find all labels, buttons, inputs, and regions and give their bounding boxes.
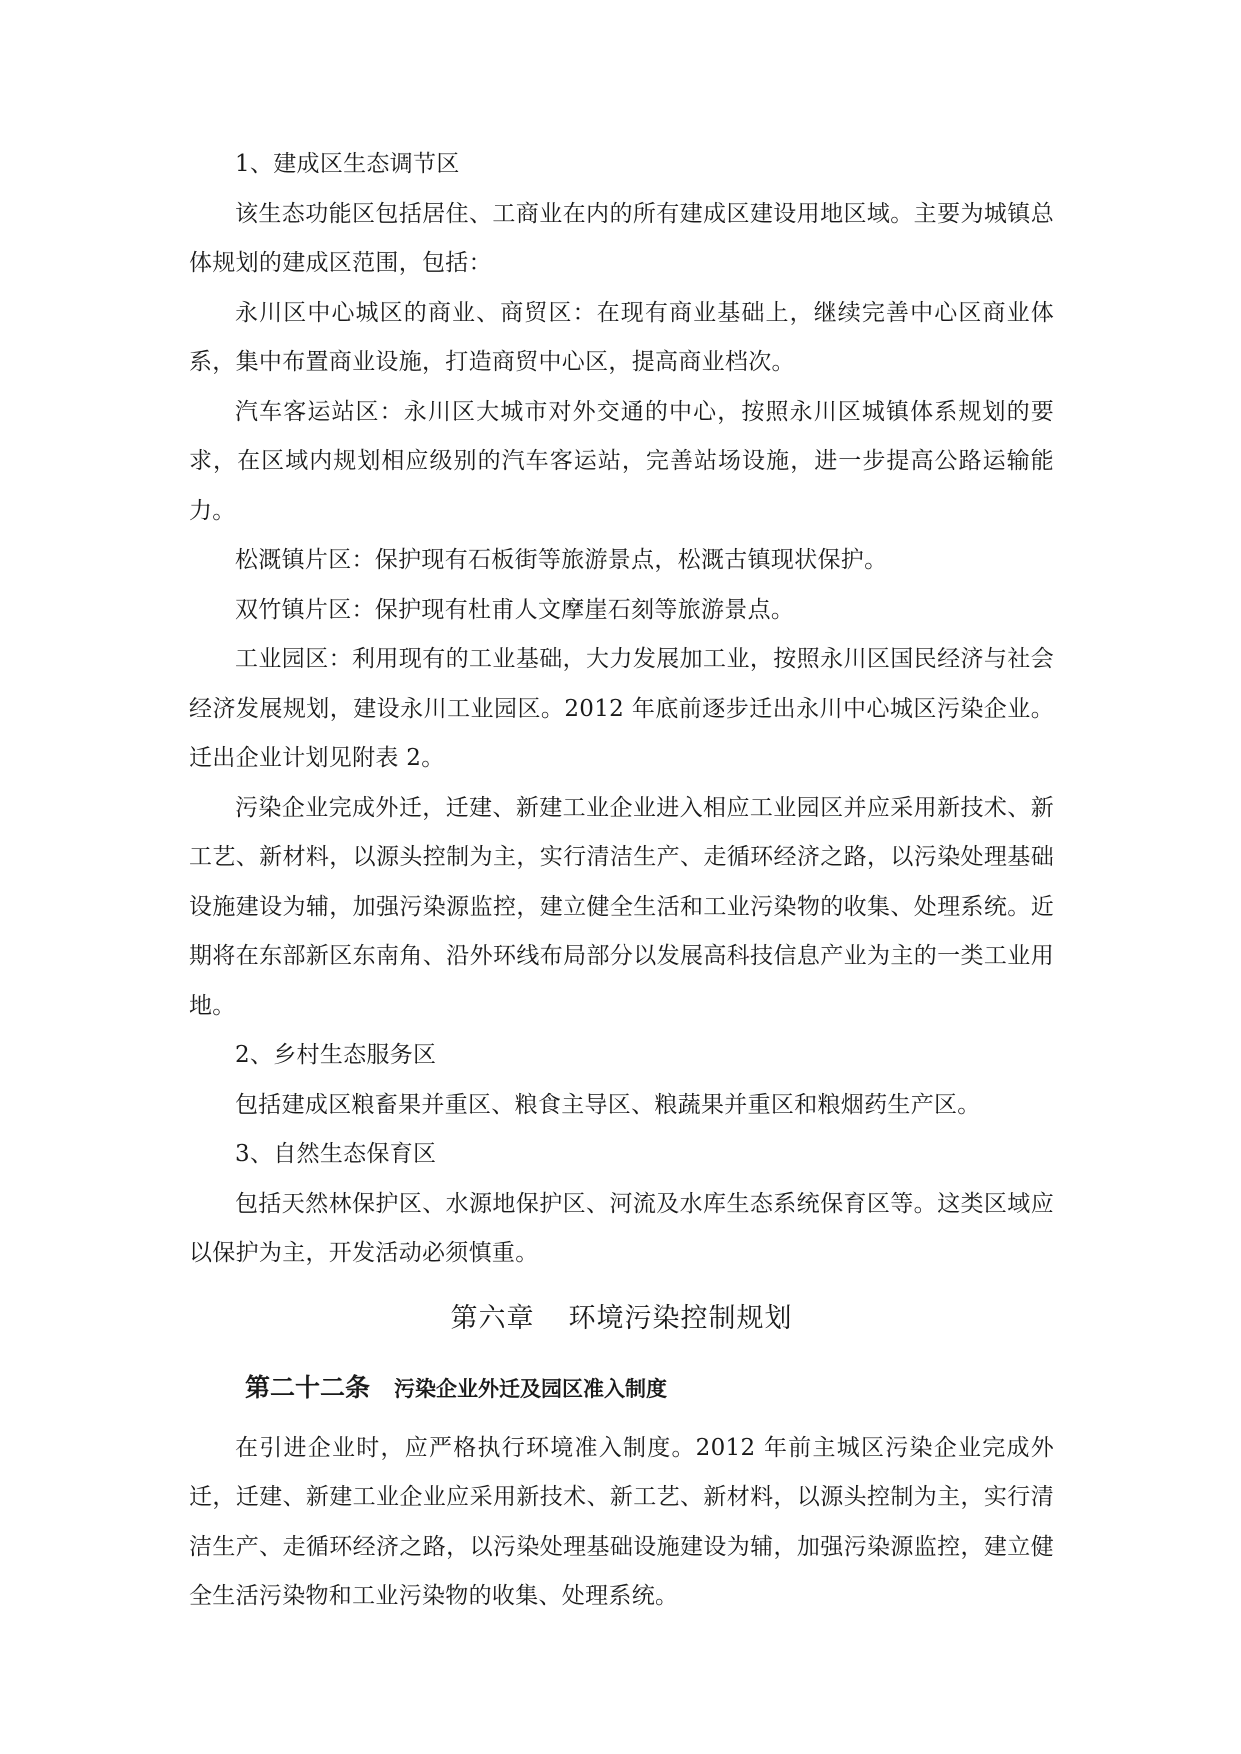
- article-title: 污染企业外迁及园区准入制度: [394, 1376, 668, 1401]
- chapter-heading: [189, 1289, 1054, 1349]
- paragraph: 双竹镇片区：保护现有杜甫人文摩崖石刻等旅游景点。: [235, 596, 795, 623]
- paragraph: 工业园区：利用现有的工业基础，大力发展加工业，按照永川区国民经济与社会经济发展规划，建设永川工业园区。2012 年底前逐步迁出永川中心城区污染企业。迁出企业计划见附表 2。: [189, 646, 1054, 771]
- paragraph: 在引进企业时，应严格执行环境准入制度。2012 年前主城区污染企业完成外迁，迁建、新建工业企业应采用新技术、新工艺、新材料，以源头控制为主，实行清洁生产、走循环经济之路，以污染处理基础设施建设为辅，加强污染源监控，建立健全生活污染物和工业污染物的收集、处理系统。: [189, 1434, 1054, 1609]
- chapter-number: 第六章: [450, 1302, 535, 1334]
- article-heading: [189, 1359, 1054, 1420]
- paragraph: 永川区中心城区的商业、商贸区：在现有商业基础上，继续完善中心区商业体系，集中布置商业设施，打造商贸中心区，提高商业档次。: [189, 299, 1054, 375]
- paragraph: 松溉镇片区：保护现有石板街等旅游景点，松溉古镇现状保护。: [235, 547, 888, 573]
- paragraph: 汽车客运站区：永川区大城市对外交通的中心，按照永川区城镇体系规划的要求，在区域内规划相应级别的汽车客运站，完善站场设施，进一步提高公路运输能力。: [189, 398, 1054, 524]
- section-heading-rural-area: 2、乡村生态服务区: [235, 1042, 437, 1068]
- section-heading-built-up-area: 1、建成区生态调节区: [235, 151, 460, 177]
- paragraph: 污染企业完成外迁，迁建、新建工业企业进入相应工业园区并应采用新技术、新工艺、新材料，以源头控制为主，实行清洁生产、走循环经济之路，以污染处理基础设施建设为辅，加强污染源监控，建立健全生活和工业污染物的收集、处理系统。近期将在东部新区东南角、沿外环线布局部分以发展高科技信息产业为主的一类工业用地。: [189, 794, 1054, 1019]
- article-number: 第二十二条: [245, 1372, 371, 1402]
- paragraph: 包括建成区粮畜果并重区、粮食主导区、粮蔬果并重区和粮烟药生产区。: [235, 1091, 981, 1118]
- document-page: [189, 140, 1054, 1622]
- paragraph: 包括天然林保护区、水源地保护区、河流及水库生态系统保育区等。这类区域应以保护为主，开发活动必须慎重。: [189, 1190, 1054, 1266]
- section-heading-natural-area: 3、自然生态保育区: [235, 1141, 437, 1167]
- paragraph: 该生态功能区包括居住、工商业在内的所有建成区建设用地区域。主要为城镇总体规划的建成区范围，包括：: [189, 200, 1054, 276]
- chapter-title: 环境污染控制规划: [568, 1302, 793, 1334]
